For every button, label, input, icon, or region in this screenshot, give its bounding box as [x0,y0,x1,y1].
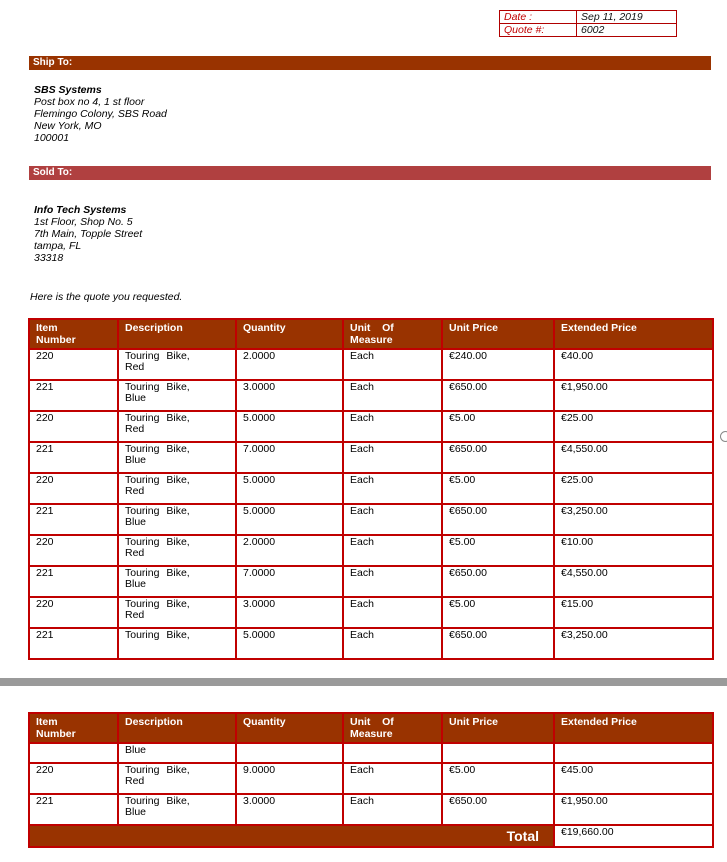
unit-of-measure-cell: Each [343,473,442,504]
description-cell [118,535,236,566]
unit-of-measure-cell: Each [343,411,442,442]
scroll-handle[interactable] [720,431,727,442]
ship-to-line: Flemingo Colony, SBS Road [34,108,167,120]
description-line: Blue [125,516,147,528]
description-line: Touring Bike, [125,598,190,610]
col-extended-price: Extended Price [554,713,713,743]
page-separator [0,678,727,686]
table-row [29,794,713,825]
unit-of-measure-cell: Each [343,380,442,411]
col-unit-price: Unit Price [442,713,554,743]
ship-to-header: Ship To: [29,56,711,70]
unit-price-cell: €5.00 [442,411,554,442]
table-header-row [29,713,713,743]
item-number-cell: 220 [29,473,118,504]
sold-to-line: tampa, FL [34,240,82,252]
quote-items-table-continued [28,712,714,848]
quote-number-value: 6002 [577,24,677,37]
ship-to-address [34,84,167,144]
col-item-number: Item Number [29,713,118,743]
quantity-cell: 5.0000 [236,473,343,504]
col-description: Description [118,319,236,349]
item-number-cell: 221 [29,504,118,535]
quantity-cell: 7.0000 [236,566,343,597]
item-number-cell: 220 [29,597,118,628]
table-header-row [29,319,713,349]
description-line: Blue [125,806,147,818]
item-number-cell: 221 [29,380,118,411]
table-row [29,628,713,659]
description-line: Touring Bike, [125,567,190,579]
table-row [29,763,713,794]
description-line: Touring Bike, [125,536,190,548]
item-number-cell: 220 [29,763,118,794]
ship-to-line: Post box no 4, 1 st floor [34,96,145,108]
description-line: Touring Bike, [125,764,190,776]
extended-price-cell: €3,250.00 [554,504,713,535]
col-quantity: Quantity [236,713,343,743]
description-line: Touring Bike, [125,474,190,486]
quantity-cell: 7.0000 [236,442,343,473]
sold-to-address [34,204,142,264]
quantity-cell: 2.0000 [236,535,343,566]
unit-price-cell: €5.00 [442,597,554,628]
description-line: Touring Bike, [125,381,190,393]
item-number-cell: 221 [29,566,118,597]
description-line: Red [125,485,145,497]
unit-price-cell: €650.00 [442,504,554,535]
ship-to-name: SBS Systems [34,84,102,96]
total-value: €19,660.00 [554,825,713,847]
unit-of-measure-cell: Each [343,349,442,380]
extended-price-cell: €25.00 [554,411,713,442]
quantity-cell: 5.0000 [236,504,343,535]
col-quantity: Quantity [236,319,343,349]
extended-price-cell: €4,550.00 [554,566,713,597]
description-cell [118,597,236,628]
date-value: Sep 11, 2019 [577,11,677,24]
description-line: Touring Bike, [125,350,190,362]
col-unit-of-measure: Unit Of Measure [343,319,442,349]
ship-to-line: 100001 [34,132,70,144]
quantity-cell: 3.0000 [236,380,343,411]
description-line: Touring Bike, [125,412,190,424]
extended-price-cell: €45.00 [554,763,713,794]
description-line: Red [125,775,145,787]
unit-of-measure-cell: Each [343,763,442,794]
unit-price-cell: €650.00 [442,628,554,659]
sold-to-name: Info Tech Systems [34,204,127,216]
description-line: Touring Bike, [125,629,190,641]
quantity-cell: 5.0000 [236,411,343,442]
col-extended-price: Extended Price [554,319,713,349]
sold-to-header: Sold To: [29,166,711,180]
extended-price-cell: €10.00 [554,535,713,566]
sold-to-line: 7th Main, Topple Street [34,228,143,240]
item-number-cell: 221 [29,442,118,473]
item-number-cell: 221 [29,794,118,825]
description-line: Touring Bike, [125,795,190,807]
description-line: Red [125,361,145,373]
col-unit-price: Unit Price [442,319,554,349]
description-cell [118,411,236,442]
col-item-number: Item Number [29,319,118,349]
intro-text: Here is the quote you requested. [30,291,183,303]
quote-items-table [28,318,714,660]
unit-of-measure-cell: Each [343,794,442,825]
extended-price-cell: €4,550.00 [554,442,713,473]
unit-price-cell: €240.00 [442,349,554,380]
total-row [29,825,713,847]
quote-number-label: Quote #: [500,24,577,37]
description-cell [118,763,236,794]
extended-price-cell: €1,950.00 [554,380,713,411]
date-label: Date : [500,11,577,24]
description-cell [118,380,236,411]
table-row [29,504,713,535]
description-line: Red [125,423,145,435]
unit-of-measure-cell: Each [343,442,442,473]
description-cell [118,628,236,659]
unit-of-measure-cell: Each [343,566,442,597]
extended-price-cell: €25.00 [554,473,713,504]
table-row [29,535,713,566]
unit-price-cell: €650.00 [442,566,554,597]
sold-to-line: 1st Floor, Shop No. 5 [34,216,133,228]
extended-price-cell: €40.00 [554,349,713,380]
description-line: Touring Bike, [125,505,190,517]
table-row [29,411,713,442]
unit-price-cell: €650.00 [442,794,554,825]
total-label: Total [29,825,554,847]
item-number-cell: 220 [29,535,118,566]
quantity-cell: 2.0000 [236,349,343,380]
item-number-cell: 220 [29,349,118,380]
description-cell [118,566,236,597]
extended-price-cell: €15.00 [554,597,713,628]
table-row [29,442,713,473]
unit-price-cell: €650.00 [442,380,554,411]
description-cell [118,504,236,535]
table-row [29,566,713,597]
description-cell [118,442,236,473]
unit-of-measure-cell: Each [343,535,442,566]
description-line: Blue [125,454,147,466]
description-line: Touring Bike, [125,443,190,455]
description-line: Red [125,547,145,559]
quantity-cell: 9.0000 [236,763,343,794]
col-description: Description [118,713,236,743]
description-line: Blue [125,392,147,404]
quote-header-box [499,10,677,37]
unit-price-cell: €5.00 [442,473,554,504]
description-line: Blue [125,578,147,590]
continued-description: Blue [118,743,236,763]
description-cell [118,473,236,504]
description-cell [118,794,236,825]
quantity-cell: 3.0000 [236,597,343,628]
unit-of-measure-cell: Each [343,504,442,535]
unit-price-cell: €5.00 [442,763,554,794]
extended-price-cell: €1,950.00 [554,794,713,825]
unit-of-measure-cell: Each [343,597,442,628]
quantity-cell: 5.0000 [236,628,343,659]
ship-to-line: New York, MO [34,120,102,132]
item-number-cell: 220 [29,411,118,442]
table-row [29,380,713,411]
table-row-continued [29,743,713,763]
description-cell [118,349,236,380]
table-row [29,473,713,504]
table-row [29,349,713,380]
col-unit-of-measure: Unit Of Measure [343,713,442,743]
unit-price-cell: €650.00 [442,442,554,473]
extended-price-cell: €3,250.00 [554,628,713,659]
table-row [29,597,713,628]
sold-to-line: 33318 [34,252,64,264]
unit-of-measure-cell: Each [343,628,442,659]
description-line: Red [125,609,145,621]
quantity-cell: 3.0000 [236,794,343,825]
item-number-cell: 221 [29,628,118,659]
unit-price-cell: €5.00 [442,535,554,566]
